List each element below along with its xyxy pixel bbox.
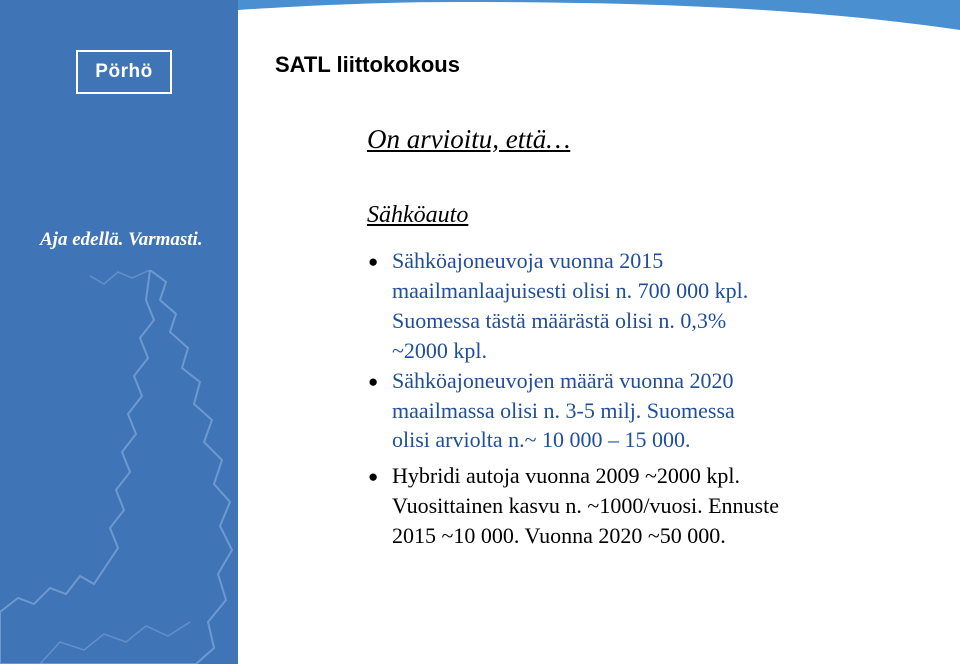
slide-subheading: Sähköauto [367, 202, 469, 228]
bullet-item [367, 461, 927, 551]
bullet-line: maailmassa olisi n. 3-5 milj. Suomessa [392, 397, 735, 423]
bullet-line: Suomessa tästä määrästä olisi n. 0,3% [392, 307, 727, 333]
finland-map-icon [0, 270, 238, 664]
logo-text: Pörhö [95, 61, 153, 82]
bullet-icon: ● [368, 467, 379, 487]
bullet-line: ~2000 kpl. [392, 337, 488, 363]
bullet-line: Hybridi autoja vuonna 2009 ~2000 kpl. [392, 463, 740, 489]
bullet-line: 2015 ~10 000. Vuonna 2020 ~50 000. [392, 523, 726, 549]
slide-heading: On arvioitu, että… [367, 124, 571, 154]
bullet-line: Sähköajoneuvojen määrä vuonna 2020 [392, 367, 734, 393]
bullet-line: olisi arviolta n.~ 10 000 – 15 000. [392, 427, 691, 453]
header-title: SATL liittokokous [275, 52, 460, 77]
bullet-line: maailmanlaajuisesti olisi n. 700 000 kpl. [392, 277, 749, 303]
bullet-icon: ● [368, 371, 379, 391]
sidebar [0, 0, 238, 664]
porho-logo [76, 50, 172, 94]
bullet-list [367, 246, 927, 551]
bullet-icon: ● [368, 252, 379, 271]
slogan: Aja edellä. Varmasti. [40, 229, 203, 250]
bullet-line: Vuosittainen kasvu n. ~1000/vuosi. Ennuste [392, 493, 779, 519]
top-decoration [238, 0, 960, 33]
bullet-item [367, 366, 927, 456]
bullet-line: Sähköajoneuvoja vuonna 2015 [392, 248, 664, 273]
bullet-item [367, 246, 927, 366]
